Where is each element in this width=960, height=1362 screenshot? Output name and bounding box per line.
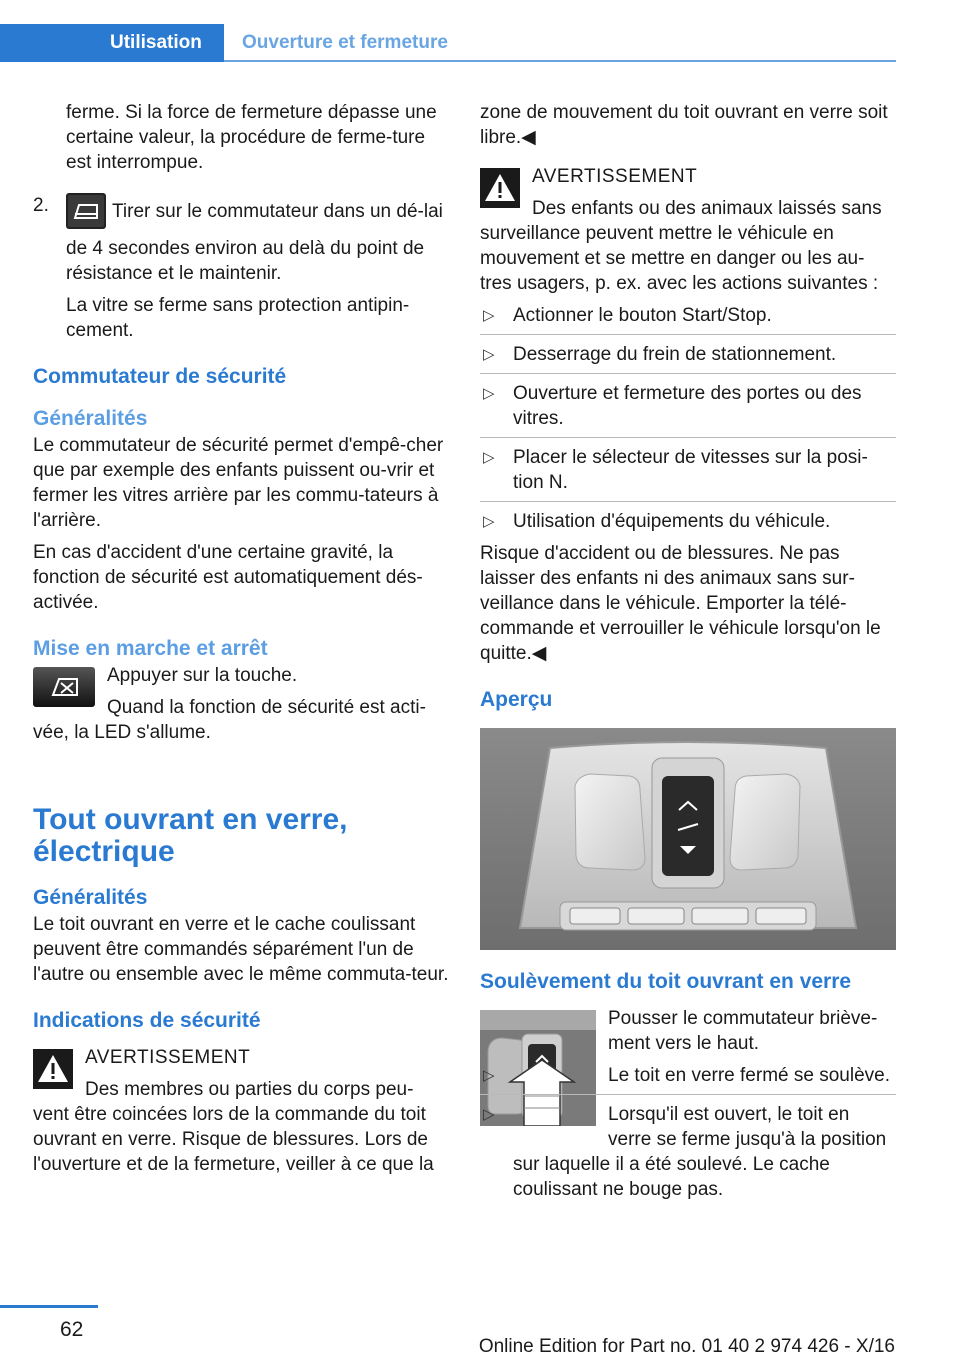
overhead-console-photo [480,728,896,950]
triangle-bullet-icon: ▷ [483,385,495,402]
list-item: ▷ Placer le sélecteur de vitesses sur la posi‐tion N. [480,445,896,502]
triangle-bullet-icon: ▷ [483,1067,495,1084]
led-text: Quand la fonction de sécurité est acti‐vée, la LED s'allume. [33,697,426,743]
press-key-text: Appuyer sur la touche. [107,665,298,686]
general-paragraph-1: Le commutateur de sécurité permet d'empê‐cher que par exemple des enfants puissent ou‐vrir et fermer les vitres arrière par les commu‐tateurs à l'arrière. [33,435,444,531]
tab-utilisation: Utilisation [0,24,224,62]
heading-general: Généralités [33,407,148,430]
warning-block-right [480,164,896,303]
edition-text: Online Edition for Part no. 01 40 2 974 426 - X/16 [478,1336,895,1357]
safety-switch-button-icon [33,667,95,707]
list-item: ▷ Le toit en verre fermé se soulève. [480,1063,896,1095]
lift-block [480,1006,896,1209]
heading-safety: Indications de sécurité [33,1009,261,1032]
warning-title: AVERTISSEMENT [532,166,698,187]
intro-paragraph: ferme. Si la force de fermeture dépasse une certaine valeur, la procédure de ferme‐ture est interrompue. [66,102,437,173]
list-item: ▷ Desserrage du frein de stationnement. [480,342,896,374]
list-item: ▷ Lorsqu'il est ouvert, le toit en verre se ferme jusqu'à la position sur laquelle il a été soulevé. Le cache coulissant ne bouge pas. [483,1104,887,1200]
general-paragraph-2: En cas d'accident d'une certaine gravité, la fonction de sécurité est automatiquement dés‐activée. [33,542,423,613]
lift-list [480,1063,896,1202]
warning-block-left [33,1045,449,1184]
list-item: ▷ Utilisation d'équipements du véhicule. [483,511,831,532]
sunroof-paragraph: Le toit ouvrant en verre et le cache coulissant peuvent être commandés séparément l'un de l'autre ou ensemble avec le même commuta‐teur. [33,914,449,985]
heading-sunroof: Tout ouvrant en verre, électrique [33,803,348,868]
triangle-bullet-icon: ▷ [483,346,495,363]
warning-triangle-icon [480,168,520,208]
heading-general-2: Généralités [33,886,148,909]
risk-text: Risque d'accident ou de blessures. Ne pas laisser des enfants ni des animaux sans sur‐veillance dans le véhicule. Emporter la télé‐commande et verrouiller le véhicule lorsqu'on le quitte.◀ [480,543,881,664]
warning-title: AVERTISSEMENT [85,1047,251,1068]
step-number: 2. [33,195,49,216]
footer-rule [0,1305,98,1308]
warning-triangle-icon [33,1049,73,1089]
lift-text: Pousser le commutateur briève‐ment vers le haut. [608,1008,878,1054]
heading-lift: Soulèvement du toit ouvrant en verre [480,970,852,993]
warning-text: Des membres ou parties du corps peu‐vent être coincées lors de la commande du toit ouvrant en verre. Risque de blessures. Lors de l'ouverture et de la fermeture, veiller à ce que la [33,1079,434,1175]
heading-on-off: Mise en marche et arrêt [33,637,268,660]
triangle-bullet-icon: ▷ [483,307,495,324]
step-2-note: La vitre se ferme sans protection antipin‐cement. [66,295,410,341]
step-2-text: Tirer sur le commutateur dans un dé‐lai de 4 secondes environ au delà du point de résistance et le maintenir. [66,201,443,284]
page-header [0,24,896,62]
continued-text: zone de mouvement du toit ouvrant en verre soit libre.◀ [480,102,888,148]
left-column [33,100,449,1184]
page-number: 62 [60,1318,84,1341]
heading-overview: Aperçu [480,688,553,711]
right-column [480,100,896,1209]
window-switch-icon [66,193,106,236]
tab-ouverture-fermeture: Ouverture et fermeture [242,32,448,53]
heading-security-switch: Commutateur de sécurité [33,365,287,388]
header-rule [224,60,896,62]
triangle-bullet-icon: ▷ [483,449,495,466]
on-off-block [33,663,449,752]
triangle-bullet-icon: ▷ [483,1106,495,1123]
triangle-bullet-icon: ▷ [483,513,495,530]
list-item: ▷ Ouverture et fermeture des portes ou des vitres. [480,381,896,438]
warning-text: Des enfants ou des animaux laissés sans surveillance peuvent mettre le véhicule en mouvement et se mettre en danger ou les au‐tres usagers, p. ex. avec les actions suivantes : [480,198,882,294]
step-2 [33,193,449,286]
list-item: ▷ Actionner le bouton Start/Stop. [480,303,896,335]
action-list [480,303,896,534]
